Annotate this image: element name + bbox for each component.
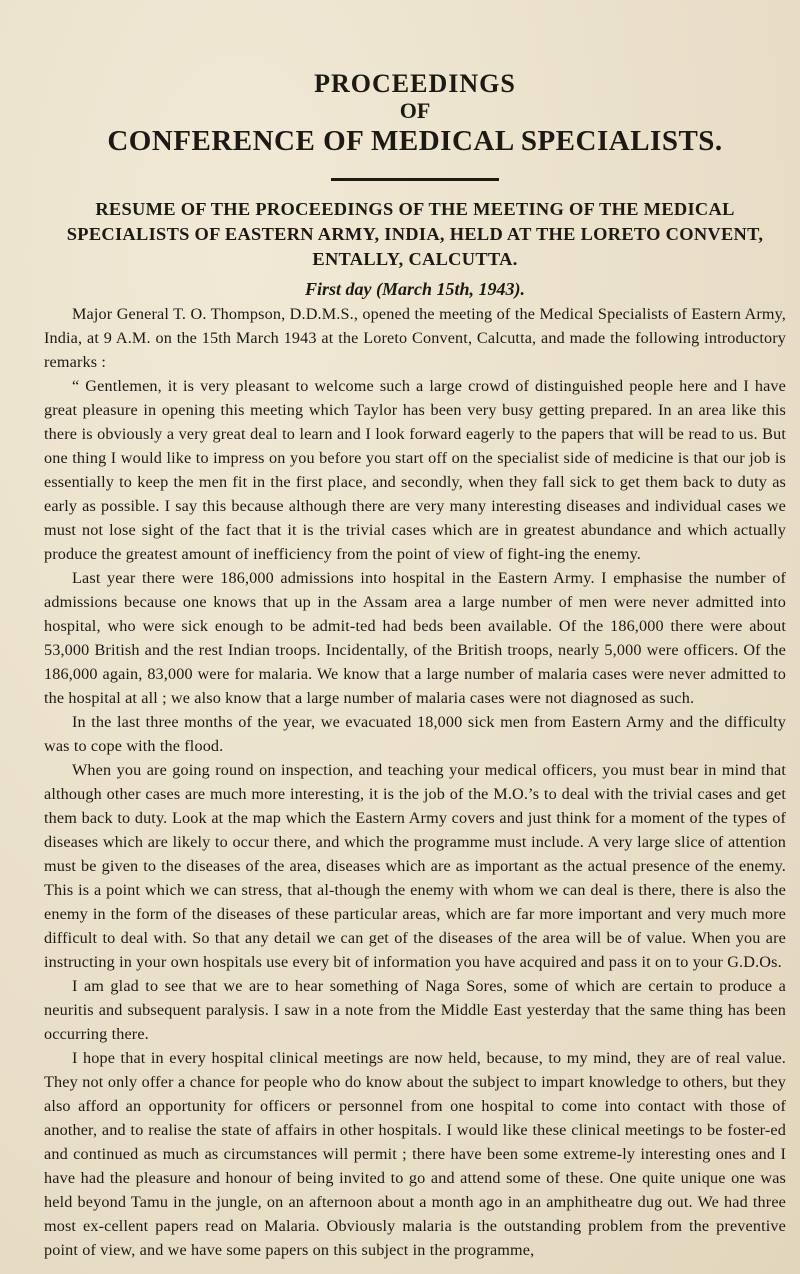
paragraph: In the last three months of the year, we evacuated 18,000 sick men from Eastern Army and the difficulty was to cope with the flood. [44, 713, 786, 755]
paragraph: Last year there were 186,000 admissions into hospital in the Eastern Army. I emphasise the number of admissions because one knows that up in the Assam area a large number of men were never admitted into hospital, who were sick enough to be admit-ted had beds been available. Of the 186,000 there were about 53,000 British and the rest Indian troops. Incidentally, of the British troops, nearly 5,000 were officers. Of the 186,000 again, 83,000 were for malaria. We know that a large number of malaria cases were never admitted to the hospital at all ; we also know that a large number of malaria cases were not diagnosed as such. [44, 569, 786, 707]
paragraph: Major General T. O. Thompson, D.D.M.S., opened the meeting of the Medical Specialists of Eastern Army, India, at 9 A.M. on the 15th March 1943 at the Loreto Convent, Calcutta, and made the following introductory remarks : [44, 305, 786, 371]
paragraph: I am glad to see that we are to hear something of Naga Sores, some of which are certain to produce a neuritis and subsequent paralysis. I saw in a note from the Middle East yesterday that the same thing has been occurring there. [44, 977, 786, 1043]
body-text [44, 302, 786, 1262]
paragraph: “ Gentlemen, it is very pleasant to welcome such a large crowd of distinguished people here and I have great pleasure in opening this meeting which Taylor has been very busy getting prepared. In an area like this there is obviously a very great deal to learn and I look forward eagerly to the papers that will be read to us. But one thing I would like to impress on you before you start off on the specialist side of medicine is that our job is essentially to keep the men fit in the first place, and secondly, when they fall sick to get them back to duty as early as possible. I say this because although there are very many interesting diseases and individual cases we must not lose sight of the fact that it is the trivial cases which are in greatest abundance and which actually produce the greatest amount of inefficiency from the point of view of fight-ing the enemy. [44, 377, 786, 563]
heading-conference: CONFERENCE OF MEDICAL SPECIALISTS. [107, 125, 723, 157]
heading-of: OF [399, 98, 431, 123]
paragraph: I hope that in every hospital clinical meetings are now held, because, to my mind, they are of real value. They not only offer a chance for people who do know about the subject to impart knowledge to others, but they also afford an opportunity for officers or personnel from one hospital to come into contact with those of another, and to realise the state of affairs in other hospitals. I would like these clinical meetings to be foster-ed and continued as much as circumstances will permit ; there have been some extreme-ly interesting ones and I have had the pleasure and honour of being invited to go and attend some of these. One quite unique one was held beyond Tamu in the jungle, on an afternoon about a month ago in an amphitheatre dug out. We had three most ex-cellent papers read on Malaria. Obviously malaria is the outstanding problem from the preventive point of view, and we have some papers on this subject in the programme, [44, 1049, 786, 1259]
heading-proceedings: PROCEEDINGS [314, 69, 516, 98]
dateline: First day (March 15th, 1943). [304, 279, 526, 299]
heading-rule [331, 178, 499, 181]
resume-title: RESUME OF THE PROCEEDINGS OF THE MEETING OF THE MEDICAL SPECIALISTS OF EASTERN ARMY, INDIA, HELD AT THE LORETO CONVENT, ENTALLY, CALCUTTA. [66, 199, 764, 269]
paragraph: When you are going round on inspection, and teaching your medical officers, you must bear in mind that although other cases are much more interesting, it is the job of the M.O.’s to deal with the trivial cases and get them back to duty. Look at the map which the Eastern Army covers and just think for a moment of the types of diseases which are likely to occur there, and which the programme must include. A very large slice of attention must be given to the diseases of the area, diseases which are as important as the actual presence of the enemy. This is a point which we can stress, that al-though the enemy with whom we can deal is there, there is also the enemy in the form of the diseases of these particular areas, which are far more important and very much more difficult to deal with. So that any detail we can get of the diseases of the area will be of value. When you are instructing in your own hospitals use every bit of information you have acquired and pass it on to your G.D.Os. [44, 761, 786, 971]
